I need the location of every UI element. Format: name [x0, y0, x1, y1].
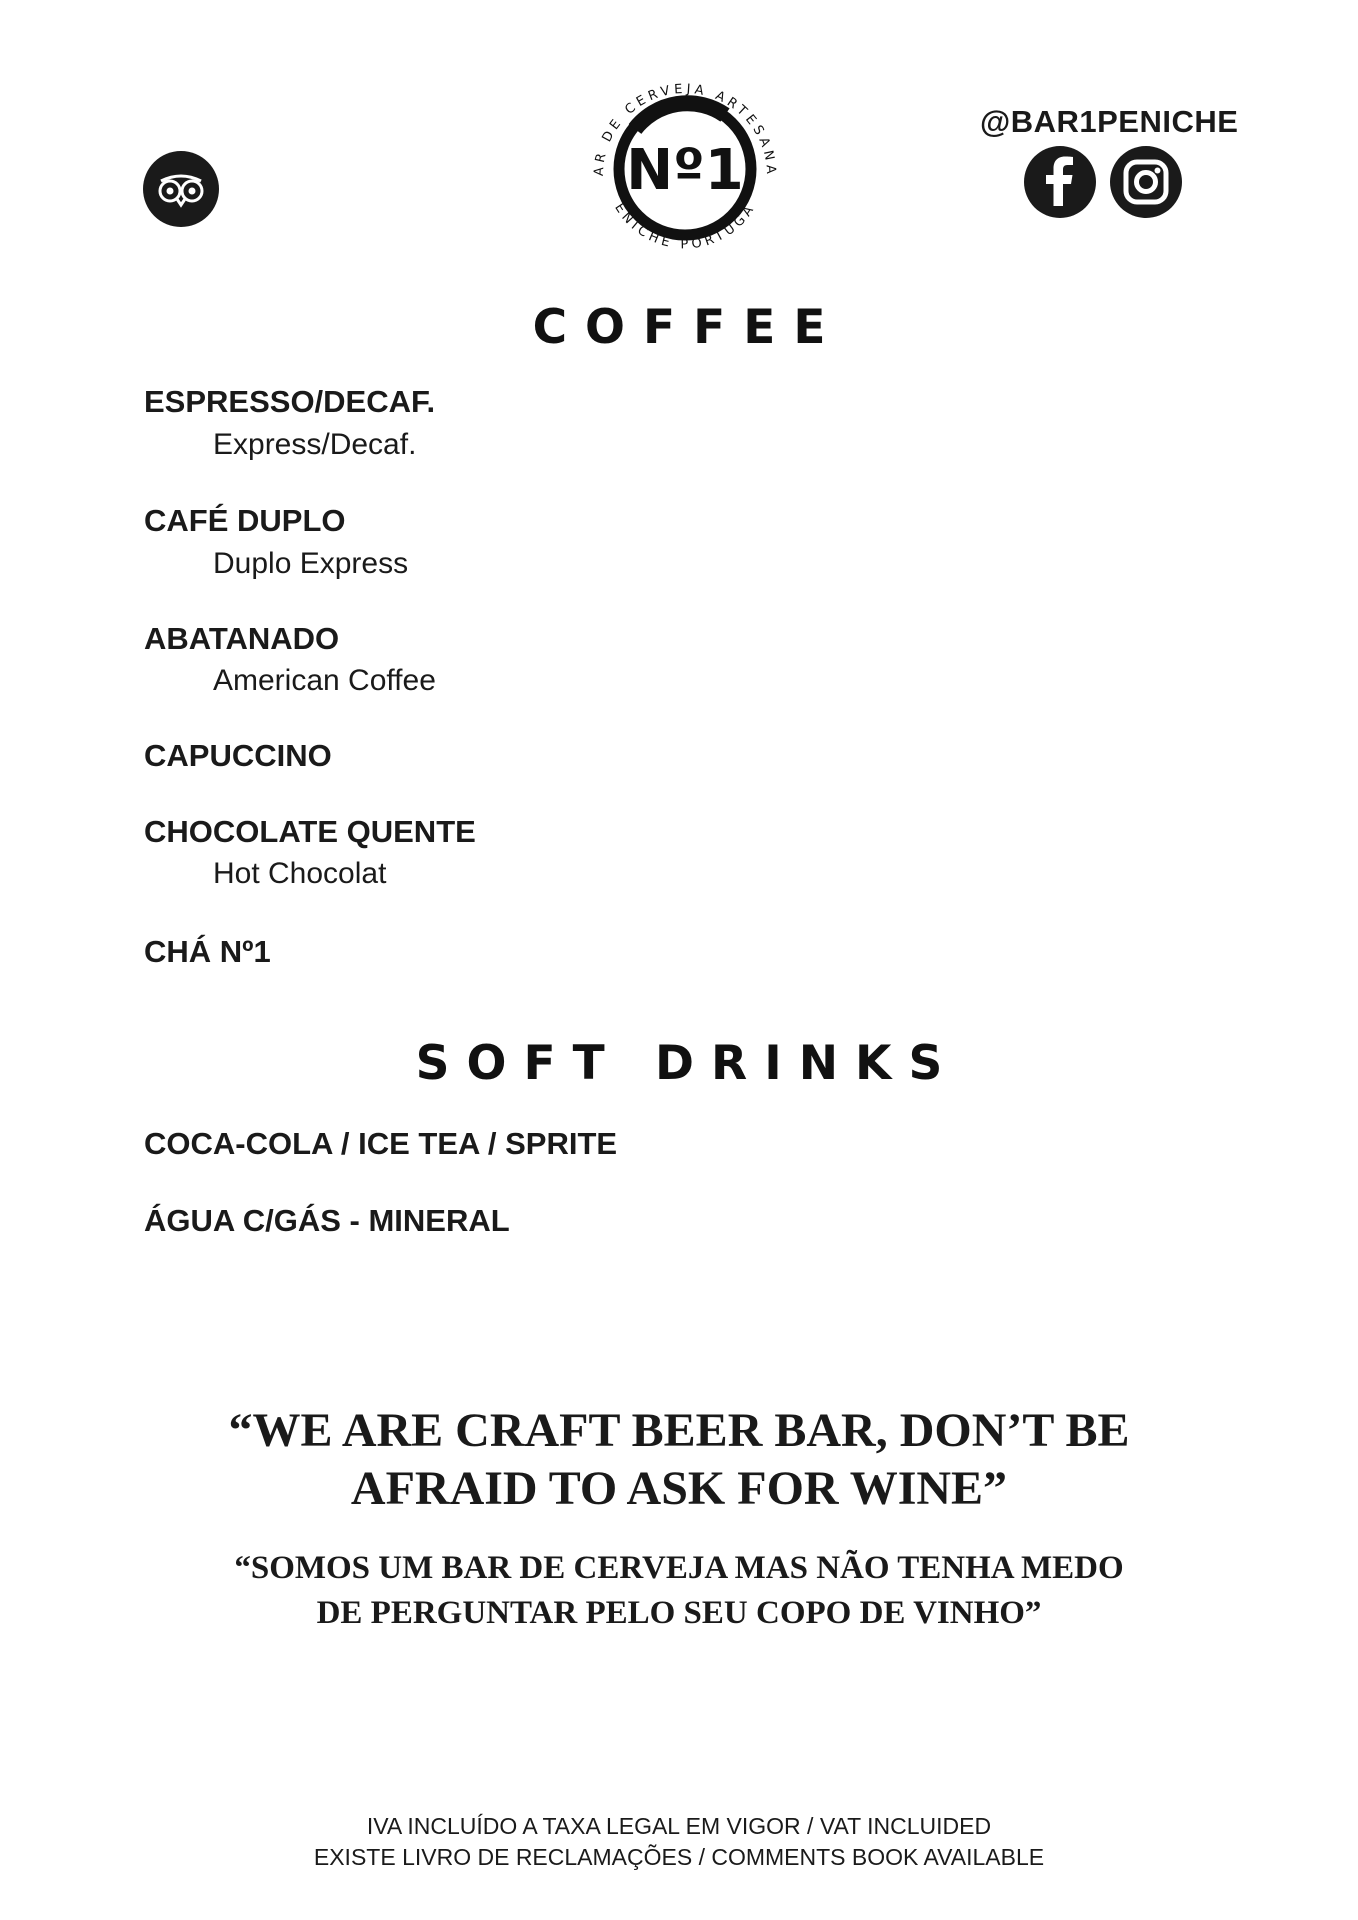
instagram-icon[interactable] — [1110, 146, 1182, 218]
coffee-item-subtitle: Hot Chocolat — [213, 857, 387, 890]
coffee-item-subtitle: Duplo Express — [213, 547, 409, 580]
quote-english-line: “WE ARE CRAFT BEER BAR, DON’T BE — [228, 1404, 1130, 1457]
logo-arc-top: AR DE CERVEJA ARTESANA — [591, 81, 779, 179]
tripadvisor-icon[interactable] — [143, 151, 219, 227]
quote-english-line: AFRAID TO ASK FOR WINE” — [350, 1462, 1008, 1515]
coffee-item-name: CHÁ Nº1 — [144, 934, 271, 969]
quote-portuguese-line: DE PERGUNTAR PELO SEU COPO DE VINHO” — [316, 1595, 1042, 1631]
coffee-item-subtitle: Express/Decaf. — [213, 428, 417, 461]
quote-portuguese-line: “SOMOS UM BAR DE CERVEJA MAS NÃO TENHA MEDO — [234, 1550, 1124, 1586]
logo-arc-bottom: ENICHE PORTUGA — [611, 200, 760, 253]
quote-english — [0, 1402, 1358, 1518]
coffee-item-name: CHOCOLATE QUENTE — [144, 814, 476, 849]
coffee-item-name: ESPRESSO/DECAF. — [144, 384, 436, 419]
coffee-item-name: CAPUCCINO — [144, 738, 332, 773]
coffee-item-name: ABATANADO — [144, 621, 340, 656]
facebook-icon[interactable] — [1024, 146, 1096, 218]
quote-portuguese — [0, 1546, 1358, 1636]
bar-logo — [575, 57, 795, 272]
coffee-section-title: COFFEE — [532, 300, 844, 355]
soft-drinks-section-title: SOFT DRINKS — [415, 1036, 960, 1091]
soft-drink-item-name: COCA-COLA / ICE TEA / SPRITE — [144, 1126, 618, 1161]
logo-number: Nº1 — [626, 138, 744, 203]
footer-vat-note: IVA INCLUÍDO A TAXA LEGAL EM VIGOR / VAT INCLUIDED — [366, 1813, 992, 1839]
coffee-item-subtitle: American Coffee — [213, 664, 436, 697]
social-handle[interactable]: @BAR1PENICHE — [980, 104, 1239, 139]
soft-drink-item-name: ÁGUA C/GÁS - MINERAL — [144, 1203, 510, 1238]
coffee-item-name: CAFÉ DUPLO — [144, 503, 346, 538]
footer-complaints-note: EXISTE LIVRO DE RECLAMAÇÕES / COMMENTS BOOK AVAILABLE — [313, 1844, 1045, 1870]
